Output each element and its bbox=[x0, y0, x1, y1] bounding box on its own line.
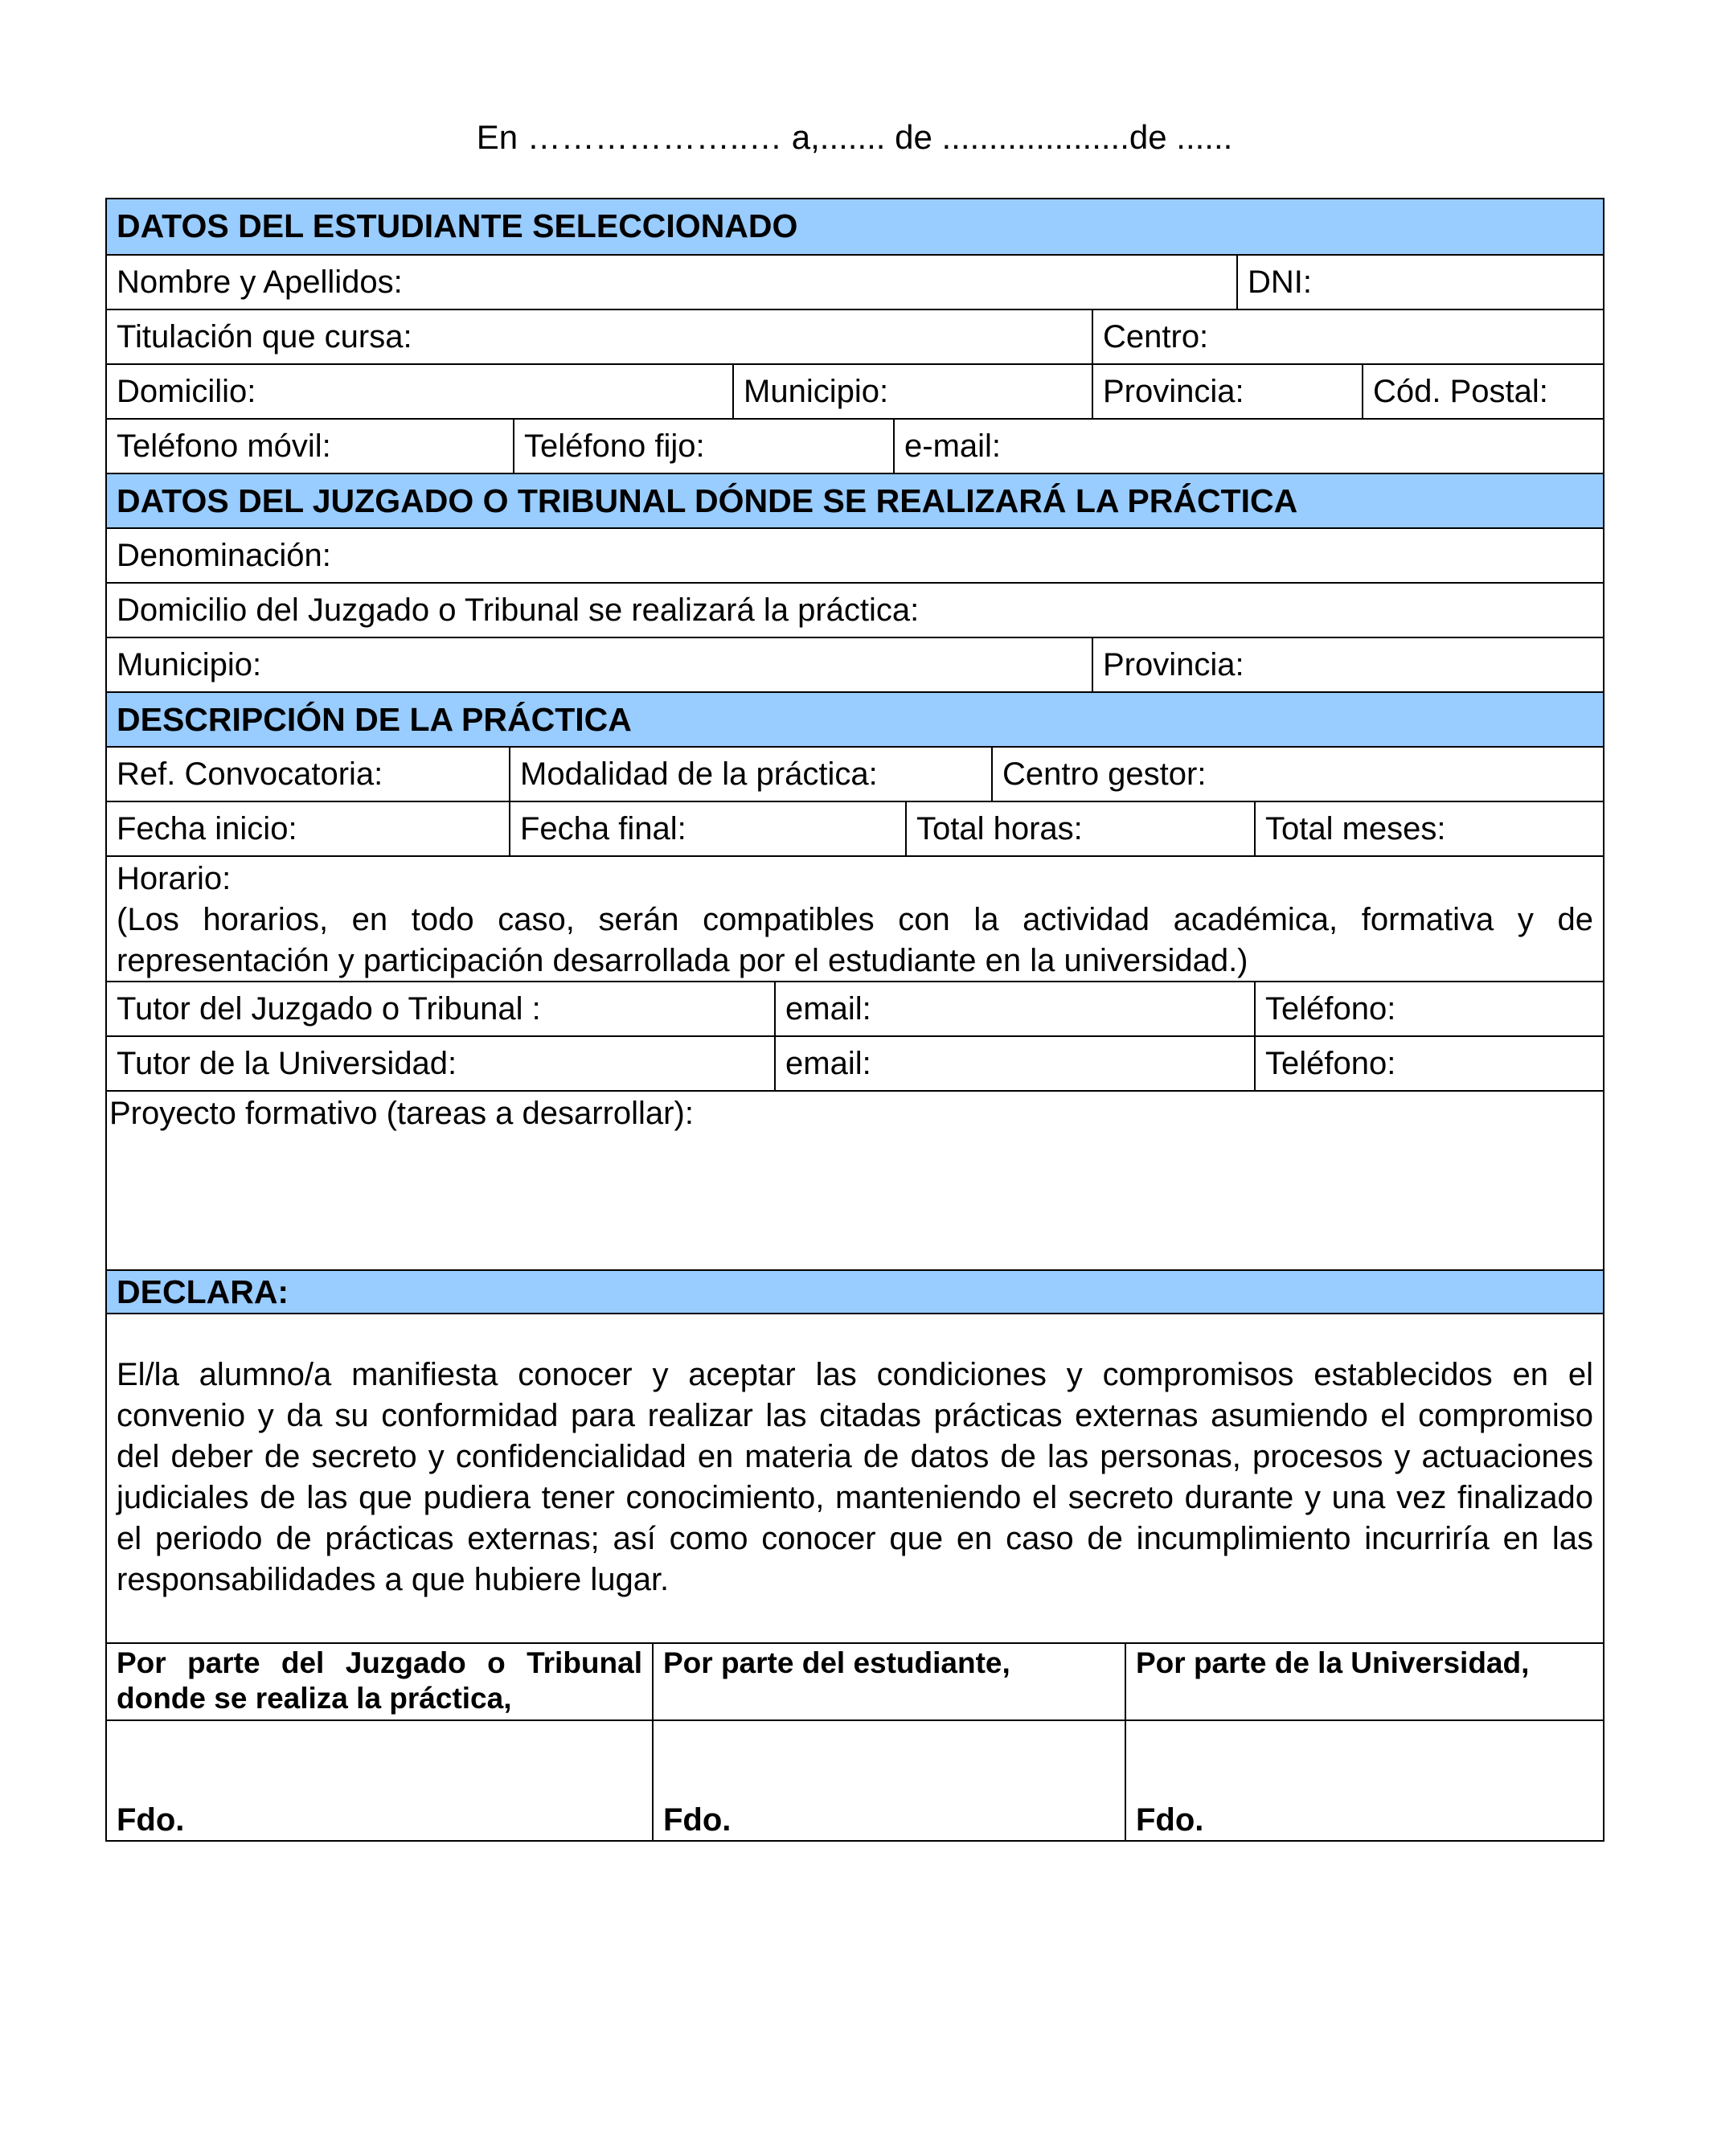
student-address-row bbox=[107, 363, 1603, 418]
student-name-row bbox=[107, 254, 1603, 309]
modality-field[interactable]: Modalidad de la práctica: bbox=[509, 748, 991, 801]
student-address-field[interactable]: Domicilio: bbox=[117, 374, 256, 409]
student-dni-field[interactable]: DNI: bbox=[1236, 256, 1603, 309]
court-tutor-phone-field[interactable]: Teléfono: bbox=[1254, 982, 1603, 1035]
declaration-body bbox=[107, 1313, 1603, 1642]
student-section-title: DATOS DEL ESTUDIANTE SELECCIONADO bbox=[117, 207, 798, 244]
court-address-row bbox=[107, 582, 1603, 637]
training-project-label: Proyecto formativo (tareas a desarrollar): bbox=[109, 1096, 694, 1131]
declaration-text: El/la alumno/a manifiesta conocer y aceptar las condiciones y compromisos establecidos en el convenio y da su conformidad para realizar las citadas prácticas externas asumiendo el compromiso del deber de secreto y confidencialidad en materia de datos de las personas, procesos y actuaciones judiciales de las que pudiera tener conocimiento, manteniendo el secreto durante y una vez finalizado el periodo de prácticas externas; así como conocer que en caso de incumplimiento incurriría en las responsabilidades a que hubiere lugar. bbox=[117, 1357, 1593, 1597]
uni-tutor-row bbox=[107, 1035, 1603, 1090]
practice-section-title: DESCRIPCIÓN DE LA PRÁCTICA bbox=[117, 701, 632, 738]
start-date-field[interactable]: Fecha inicio: bbox=[117, 811, 297, 846]
court-location-row bbox=[107, 637, 1603, 691]
student-mobile-field[interactable]: Teléfono móvil: bbox=[117, 428, 331, 464]
signature-area-row bbox=[107, 1719, 1603, 1840]
court-section-title: DATOS DEL JUZGADO O TRIBUNAL DÓNDE SE REALIZARÁ LA PRÁCTICA bbox=[117, 482, 1298, 519]
internship-form bbox=[105, 198, 1604, 1842]
student-section-header bbox=[107, 199, 1603, 254]
student-degree-field[interactable]: Titulación que cursa: bbox=[117, 319, 412, 355]
end-date-field[interactable]: Fecha final: bbox=[509, 802, 905, 855]
signature-student-box[interactable] bbox=[652, 1721, 1125, 1840]
student-landline-field[interactable]: Teléfono fijo: bbox=[513, 420, 893, 473]
total-months-field[interactable]: Total meses: bbox=[1254, 802, 1603, 855]
signature-student-label: Por parte del estudiante, bbox=[663, 1646, 1010, 1679]
court-address-field[interactable]: Domicilio del Juzgado o Tribunal se realizará la práctica: bbox=[117, 592, 920, 628]
signature-court-label: Por parte del Juzgado o Tribunal donde se realiza la práctica, bbox=[117, 1646, 642, 1715]
signature-court-heading bbox=[107, 1644, 652, 1719]
court-province-field[interactable]: Provincia: bbox=[1092, 638, 1603, 691]
student-name-field[interactable]: Nombre y Apellidos: bbox=[117, 264, 403, 300]
managing-centre-field[interactable]: Centro gestor: bbox=[991, 748, 1603, 801]
uni-tutor-email-field[interactable]: email: bbox=[774, 1037, 1254, 1090]
court-section-header bbox=[107, 473, 1603, 527]
training-project-field[interactable] bbox=[107, 1090, 1603, 1269]
student-municipality-field[interactable]: Municipio: bbox=[732, 365, 1092, 418]
signature-student-fdo: Fdo. bbox=[663, 1802, 732, 1838]
signature-court-box[interactable] bbox=[107, 1721, 652, 1840]
student-email-field[interactable]: e-mail: bbox=[893, 420, 1603, 473]
call-ref-field[interactable]: Ref. Convocatoria: bbox=[117, 756, 383, 792]
court-tutor-row bbox=[107, 981, 1603, 1035]
practice-section-header bbox=[107, 691, 1603, 746]
student-contact-row bbox=[107, 418, 1603, 473]
court-tutor-email-field[interactable]: email: bbox=[774, 982, 1254, 1035]
schedule-row[interactable] bbox=[107, 855, 1603, 981]
declaration-header bbox=[107, 1269, 1603, 1313]
court-name-field[interactable]: Denominación: bbox=[117, 538, 331, 573]
court-name-row bbox=[107, 527, 1603, 582]
signature-header-row bbox=[107, 1642, 1603, 1719]
signature-court-fdo: Fdo. bbox=[117, 1802, 185, 1838]
practice-ref-row bbox=[107, 746, 1603, 801]
student-degree-row bbox=[107, 309, 1603, 363]
uni-tutor-field[interactable]: Tutor de la Universidad: bbox=[117, 1046, 457, 1081]
court-municipality-field[interactable]: Municipio: bbox=[117, 647, 262, 682]
uni-tutor-phone-field[interactable]: Teléfono: bbox=[1254, 1037, 1603, 1090]
declaration-title: DECLARA: bbox=[117, 1273, 289, 1310]
student-postal-code-field[interactable]: Cód. Postal: bbox=[1362, 365, 1603, 418]
signature-student-heading bbox=[652, 1644, 1125, 1719]
signature-university-fdo: Fdo. bbox=[1136, 1802, 1204, 1838]
total-hours-field[interactable]: Total horas: bbox=[905, 802, 1254, 855]
schedule-note: (Los horarios, en todo caso, serán compatibles con la actividad académica, formativa y de representación y participación desarrollada por el estudiante en la universidad.) bbox=[117, 902, 1593, 978]
student-province-field[interactable]: Provincia: bbox=[1092, 365, 1362, 418]
student-centre-field[interactable]: Centro: bbox=[1092, 310, 1603, 363]
court-tutor-field[interactable]: Tutor del Juzgado o Tribunal : bbox=[117, 991, 541, 1027]
signature-university-heading bbox=[1125, 1644, 1603, 1719]
signature-university-box[interactable] bbox=[1125, 1721, 1603, 1840]
practice-dates-row bbox=[107, 801, 1603, 855]
signature-university-label: Por parte de la Universidad, bbox=[1136, 1646, 1530, 1679]
schedule-label: Horario: bbox=[117, 861, 232, 896]
place-date-line: En ………………..… a,....... de ....................de ...... bbox=[476, 118, 1233, 156]
